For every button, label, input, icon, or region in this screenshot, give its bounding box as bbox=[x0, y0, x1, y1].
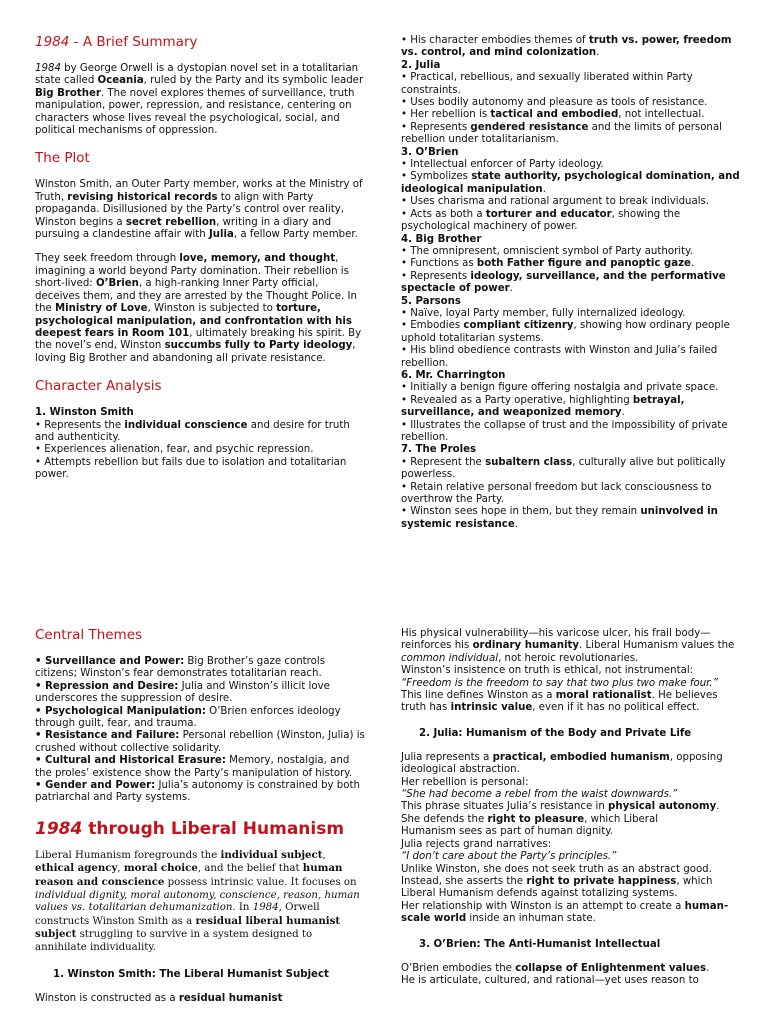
bb2c: . bbox=[690, 258, 695, 270]
mc2b: betrayal, surveillance, and weaponized memory bbox=[401, 394, 685, 419]
ro1b: collapse of Enlightenment values bbox=[515, 962, 707, 974]
l9: possess intrinsic value. It focuses on bbox=[164, 877, 357, 889]
l14: residual liberal humanist subject bbox=[35, 914, 341, 941]
l12: 1984 bbox=[252, 902, 279, 914]
t3b: O’Brien enforces ideology through guilt, fear, and trauma. bbox=[35, 705, 341, 730]
o2c: . bbox=[542, 183, 546, 195]
vulnerability-paragraph bbox=[401, 628, 736, 665]
s1p1: Winston is constructed as a bbox=[35, 992, 179, 1004]
pa2a: • Embodies bbox=[401, 320, 464, 332]
summary-p4: , ruled by the Party and its symbolic leader bbox=[143, 75, 364, 87]
theme-3 bbox=[35, 706, 367, 731]
r4b: moral rationalist bbox=[555, 690, 652, 702]
bb3b: ideology, surveillance, and the performative spectacle of power bbox=[401, 270, 726, 295]
j3b: tactical and embodied bbox=[490, 109, 619, 121]
plot-b3: , imagining a world beyond Party domination. Their rebellion is short-lived: bbox=[35, 253, 349, 290]
rj4c: . She defends the bbox=[401, 801, 720, 825]
plot-paragraph-1 bbox=[35, 179, 365, 241]
r4c: . He believes truth has bbox=[401, 690, 718, 714]
julia-quote-2: “I don’t care about the Party’s principles.” bbox=[401, 851, 617, 863]
pr1c: , culturally alive but politically powerless. bbox=[401, 456, 726, 481]
winston-item-3: • Attempts rebellion but fails due to isolation and totalitarian power. bbox=[35, 456, 347, 481]
lh-title-em: 1984 bbox=[35, 818, 83, 839]
pr3c: . bbox=[514, 518, 518, 530]
plot-b12: , loving Big Brother and abandoning all private resistance. bbox=[35, 340, 356, 364]
obrien-paragraph-1 bbox=[401, 963, 736, 975]
j4c: and the limits of personal rebellion under totalitarianism. bbox=[401, 121, 722, 146]
big-brother-heading: 4. Big Brother bbox=[401, 233, 482, 245]
j4a: • Represents bbox=[401, 121, 471, 133]
moral-rationalist-paragraph bbox=[401, 690, 736, 715]
section-2-heading: 2. Julia: Humanism of the Body and Private Life bbox=[419, 727, 692, 739]
liberal-humanism-paragraph bbox=[35, 849, 367, 955]
plot-b6: Ministry of Love bbox=[54, 303, 148, 315]
left-column-top bbox=[35, 34, 365, 482]
left-column-bottom bbox=[35, 627, 367, 1005]
parsons-item-1: • Naïve, loyal Party member, fully internalized ideology. bbox=[401, 307, 686, 319]
proles-item-1 bbox=[401, 457, 741, 482]
r4d: intrinsic value bbox=[450, 702, 533, 714]
pr3b: uninvolved in systemic resistance bbox=[401, 506, 718, 530]
l8: human reason and conscience bbox=[35, 862, 343, 889]
mc2a: • Revealed as a Party operative, highlighting bbox=[401, 394, 633, 406]
t4b: Personal rebellion (Winston, Julia) is crushed without collective solidarity. bbox=[35, 730, 365, 754]
rj4b: physical autonomy bbox=[608, 801, 717, 813]
liberal-humanism-title bbox=[35, 819, 367, 839]
proles-item-2: • Retain relative personal freedom but lack consciousness to overthrow the Party. bbox=[401, 481, 712, 506]
theme-2 bbox=[35, 681, 367, 706]
summary-title-rest: - A Brief Summary bbox=[69, 34, 198, 50]
julia-dignity: Humanism sees as part of human dignity. bbox=[401, 826, 614, 838]
plot-b1: They seek freedom through bbox=[35, 253, 180, 265]
l5: , bbox=[117, 863, 124, 875]
pa2c: , showing how ordinary people uphold totalitarian systems. bbox=[401, 320, 730, 344]
l15: struggling to survive in a system designed to annihilate individuality. bbox=[35, 929, 313, 954]
t5a: • Cultural and Historical Erasure: bbox=[35, 755, 226, 767]
winston-item-2: • Experiences alienation, fear, and psychic repression. bbox=[35, 444, 314, 456]
plot-b11: succumbs fully to Party ideology bbox=[164, 340, 353, 352]
plot-b10: , ultimately breaking his spirit. By the novel’s end, Winston bbox=[35, 327, 362, 352]
charrington-item-1: • Initially a benign figure offering nostalgia and private space. bbox=[401, 382, 719, 394]
r1b: ordinary humanity bbox=[472, 640, 579, 652]
rj9b: human-scale world bbox=[401, 900, 729, 925]
parsons-item-3: • His blind obedience contrasts with Winston and Julia’s failed rebellion. bbox=[401, 345, 718, 369]
rj8c: , which Liberal Humanism defends against totalizing systems. bbox=[401, 875, 713, 900]
summary-p6: . The novel explores themes of surveillance, truth manipulation, power, repression, and resistance, centering on characters whose lives reveal the psychological, social, and political mechanisms of oppression. bbox=[35, 87, 355, 137]
plot-b4: O’Brien bbox=[95, 278, 139, 290]
l7: , and the belief that bbox=[197, 863, 303, 875]
plot-a3: to align with Party propaganda. Disillusioned by the Party’s control over reality, Winston begins a bbox=[35, 191, 344, 228]
rj4d: right to pleasure bbox=[487, 813, 585, 825]
obrien-item-3: • Uses charisma and rational argument to break individuals. bbox=[401, 196, 710, 208]
rj1c: , opposing ideological abstraction. bbox=[401, 751, 723, 776]
julia-item-2: • Uses bodily autonomy and pleasure as tools of resistance. bbox=[401, 97, 708, 109]
w1b: individual conscience bbox=[124, 419, 248, 431]
t1b: Big Brother’s gaze controls citizens; Winston’s fear demonstrates totalitarian reach. bbox=[35, 656, 325, 680]
t6a: • Gender and Power: bbox=[35, 780, 156, 792]
plot-a5: , writing in a diary and pursuing a clandestine affair with bbox=[35, 216, 332, 241]
right-column-top bbox=[401, 35, 741, 531]
j4b: gendered resistance bbox=[470, 121, 589, 133]
t5b: Memory, nostalgia, and the proles’ existence show the Party’s manipulation of history. bbox=[35, 755, 353, 779]
l4: ethical agency bbox=[35, 862, 118, 875]
julia-paragraph-2 bbox=[401, 801, 736, 826]
mc2c: . bbox=[621, 407, 625, 419]
r1d: common individual bbox=[401, 652, 499, 664]
lh-title-rest: through Liberal Humanism bbox=[82, 818, 345, 839]
l3: , bbox=[322, 849, 326, 861]
central-themes-title: Central Themes bbox=[35, 627, 143, 643]
w1c: and desire for truth and authenticity. bbox=[35, 419, 350, 443]
t6b: Julia’s autonomy is constrained by both patriarchal and Party systems. bbox=[35, 780, 360, 804]
summary-title bbox=[35, 34, 365, 51]
julia-paragraph-1 bbox=[401, 752, 736, 777]
winston-item-4 bbox=[401, 35, 741, 60]
l2: individual subject bbox=[220, 848, 323, 861]
plot-b5: , a high-ranking Inner Party official, deceives them, and they are arrested by the Thought Police. In the bbox=[35, 278, 357, 315]
winston-item-1 bbox=[35, 420, 365, 445]
j3a: • Her rebellion is bbox=[401, 109, 491, 121]
t2b: Julia and Winston’s illicit love underscores the suppression of desire. bbox=[35, 680, 330, 705]
julia-item-4 bbox=[401, 122, 741, 147]
section-1-heading: 1. Winston Smith: The Liberal Humanist Subject bbox=[53, 968, 329, 980]
summary-paragraph bbox=[35, 63, 365, 137]
plot-b7: , Winston is subjected to bbox=[147, 303, 277, 315]
parsons-item-2 bbox=[401, 320, 741, 345]
plot-a2: revising historical records bbox=[67, 191, 218, 203]
pa2b: compliant citizenry bbox=[463, 320, 574, 332]
pr1a: • Represent the bbox=[401, 456, 486, 468]
theme-4 bbox=[35, 730, 367, 755]
proles-item-3 bbox=[401, 506, 741, 531]
t1a: • Surveillance and Power: bbox=[35, 656, 185, 667]
o4b: torturer and educator bbox=[485, 208, 612, 220]
ro1a: O’Brien embodies the bbox=[401, 962, 516, 974]
obrien-item-1: • Intellectual enforcer of Party ideology. bbox=[401, 159, 604, 171]
s1p2: residual humanist bbox=[178, 992, 283, 1004]
t4a: • Resistance and Failure: bbox=[35, 730, 180, 742]
julia-item-3 bbox=[401, 109, 741, 121]
r4e: , even if it has no political effect. bbox=[532, 702, 700, 714]
big-brother-item-1: • The omnipresent, omniscient symbol of Party authority. bbox=[401, 245, 693, 257]
plot-a1: Winston Smith, an Outer Party member, works at the Ministry of Truth, bbox=[35, 179, 363, 203]
r1c: . Liberal Humanism values the bbox=[578, 640, 735, 652]
julia-quote-1: “She had become a rebel from the waist downwards.” bbox=[401, 789, 678, 801]
plot-b8: torture, psychological manipulation, and confrontation with his bbox=[35, 303, 352, 327]
summary-p5: Big Brother bbox=[35, 87, 101, 99]
obrien-item-4 bbox=[401, 209, 741, 234]
truth-line: Winston’s insistence on truth is ethical, not instrumental: bbox=[401, 665, 694, 677]
rj1a: Julia represents a bbox=[401, 751, 493, 763]
theme-1 bbox=[35, 656, 367, 681]
ro1c: . bbox=[706, 962, 710, 974]
section-3-heading: 3. O’Brien: The Anti-Humanist Intellectual bbox=[419, 938, 661, 950]
l6: moral choice bbox=[123, 862, 198, 875]
bb2a: • Functions as bbox=[401, 258, 477, 270]
plot-paragraph-2 bbox=[35, 253, 365, 365]
charrington-heading: 6. Mr. Charrington bbox=[401, 369, 506, 381]
obrien-paragraph-2: He is articulate, cultured, and rational—yet uses reason to bbox=[401, 974, 699, 986]
julia-heading: 2. Julia bbox=[401, 59, 441, 71]
w4c: . bbox=[596, 47, 600, 59]
l10: individual dignity, moral autonomy, conscience, reason, human values vs. totalitarian dehumanization bbox=[35, 889, 360, 914]
plot-a4: secret rebellion bbox=[125, 216, 217, 228]
pr3a: • Winston sees hope in them, but they remain bbox=[401, 506, 641, 518]
rj1b: practical, embodied humanism bbox=[492, 751, 670, 763]
plot-b2: love, memory, and thought bbox=[179, 253, 336, 265]
character-analysis-title: Character Analysis bbox=[35, 378, 162, 395]
big-brother-item-3 bbox=[401, 271, 741, 296]
winston-heading: 1. Winston Smith bbox=[35, 407, 134, 419]
bb2b: both Father figure and panoptic gaze bbox=[476, 258, 691, 270]
rj8a: Unlike Winston, she does not seek truth as an abstract good. Instead, she asserts the bbox=[401, 863, 712, 887]
julia-paragraph-4 bbox=[401, 901, 736, 926]
plot-b9: deepest fears in Room 101 bbox=[35, 327, 190, 339]
w1a: • Represents the bbox=[35, 419, 125, 431]
theme-6 bbox=[35, 780, 367, 805]
bb3c: . bbox=[509, 283, 513, 295]
right-column-bottom bbox=[401, 628, 736, 987]
o4a: • Acts as both a bbox=[401, 208, 486, 220]
summary-p3: Oceania bbox=[97, 75, 144, 87]
summary-p2: by George Orwell is a dystopian novel set in a totalitarian state called bbox=[35, 63, 359, 87]
t3a: • Psychological Manipulation: bbox=[35, 705, 206, 717]
julia-paragraph-3 bbox=[401, 864, 736, 901]
r1e: , not heroic revolutionaries. bbox=[498, 652, 639, 664]
plot-a7: , a fellow Party member. bbox=[233, 229, 358, 241]
w4a: • His character embodies themes of bbox=[401, 35, 589, 46]
l1: Liberal Humanism foregrounds the bbox=[35, 849, 221, 861]
plot-a6: Julia bbox=[208, 229, 234, 241]
j3c: , not intellectual. bbox=[618, 109, 705, 121]
t2a: • Repression and Desire: bbox=[35, 680, 179, 692]
obrien-item-2 bbox=[401, 171, 741, 196]
julia-personal: Her rebellion is personal: bbox=[401, 776, 529, 788]
charrington-item-3: • Illustrates the collapse of trust and the impossibility of private rebellion. bbox=[401, 419, 728, 443]
proles-heading: 7. The Proles bbox=[401, 444, 477, 456]
winston-subject-paragraph bbox=[35, 993, 367, 1005]
r1a: His physical vulnerability—his varicose ulcer, his frail body—reinforces his bbox=[401, 628, 711, 652]
rj9a: Her relationship with Winston is an attempt to create a bbox=[401, 900, 685, 912]
rj9c: inside an inhuman state. bbox=[466, 913, 596, 925]
w4b: truth vs. power, freedom vs. control, and mind colonization bbox=[401, 35, 732, 59]
julia-item-1: • Practical, rebellious, and sexually liberated within Party constraints. bbox=[401, 72, 693, 96]
o2a: • Symbolizes bbox=[401, 171, 472, 183]
rj4e: , which Liberal bbox=[584, 813, 659, 825]
rj8b: right to private happiness bbox=[526, 875, 677, 887]
l13: , Orwell constructs Winston Smith as a bbox=[35, 902, 320, 927]
parsons-heading: 5. Parsons bbox=[401, 295, 461, 307]
plot-title: The Plot bbox=[35, 150, 90, 167]
julia-narratives: Julia rejects grand narratives: bbox=[401, 838, 552, 850]
big-brother-item-2 bbox=[401, 258, 741, 270]
rj4a: This phrase situates Julia’s resistance in bbox=[401, 801, 609, 813]
summary-title-em: 1984 bbox=[35, 34, 70, 50]
r4a: This line defines Winston as a bbox=[401, 690, 556, 702]
pr1b: subaltern class bbox=[485, 456, 573, 468]
o2b: state authority, psychological domination, and ideological manipulation bbox=[401, 171, 740, 195]
theme-5 bbox=[35, 755, 367, 780]
l11: . In bbox=[232, 902, 253, 914]
o4c: , showing the psychological machinery of power. bbox=[401, 208, 681, 233]
obrien-heading: 3. O’Brien bbox=[401, 146, 459, 158]
charrington-item-2 bbox=[401, 395, 741, 420]
freedom-quote: “Freedom is the freedom to say that two plus two make four.” bbox=[401, 677, 718, 689]
bb3a: • Represents bbox=[401, 270, 471, 282]
summary-p1: 1984 bbox=[35, 63, 61, 74]
